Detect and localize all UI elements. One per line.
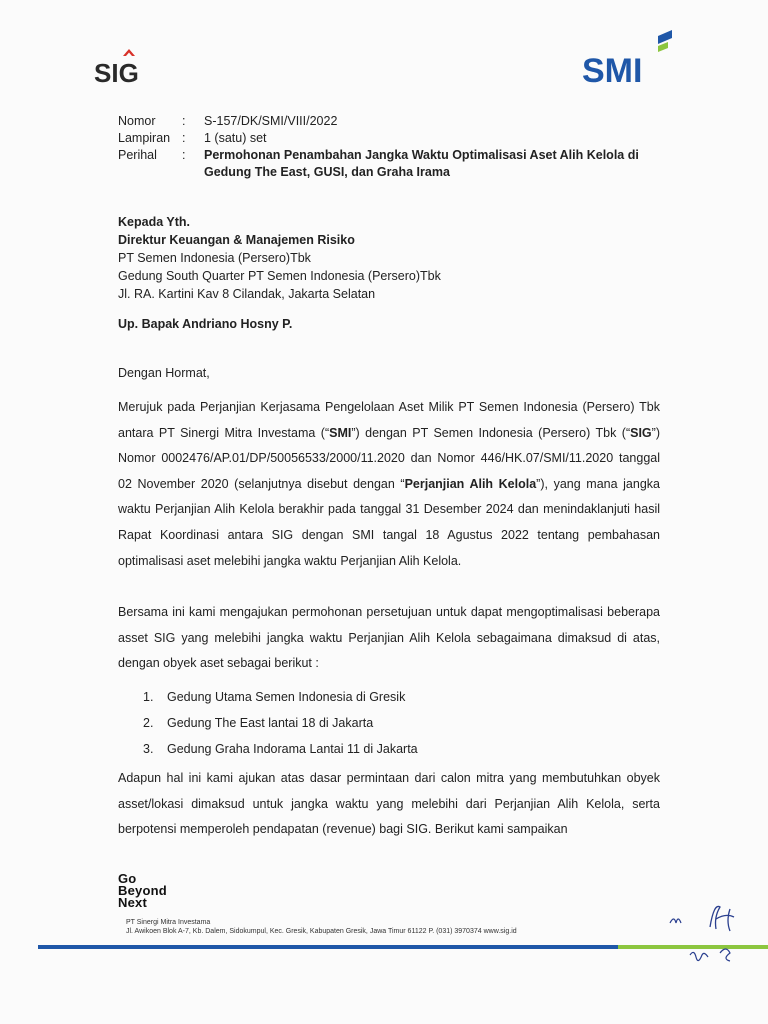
kepada-yth: Kepada Yth. — [118, 215, 191, 229]
svg-text:SIG: SIG — [94, 58, 139, 88]
nomor-value: S-157/DK/SMI/VIII/2022 — [204, 114, 338, 128]
footer-color-bar — [38, 945, 768, 949]
attention-line: Up. Bapak Andriano Hosny P. — [118, 317, 293, 331]
smi-logo — [582, 30, 672, 86]
handwritten-paraf-icon — [660, 895, 760, 985]
perihal-label: Perihal — [118, 148, 157, 162]
recipient-building: Gedung South Quarter PT Semen Indonesia (Persero)Tbk — [118, 269, 441, 283]
recipient-block — [118, 213, 441, 303]
svg-text:SMI: SMI — [582, 52, 643, 86]
sig-logo — [94, 44, 166, 88]
lampiran-label: Lampiran — [118, 131, 171, 145]
recipient-title: Direktur Keuangan & Manajemen Risiko — [118, 233, 355, 247]
lampiran-value: 1 (satu) set — [204, 131, 267, 145]
letter-meta — [118, 113, 644, 181]
nomor-row: Nomor : S-157/DK/SMI/VIII/2022 — [118, 113, 644, 130]
footer-address: Jl. Awikoen Blok A-7, Kb. Dalem, Sidokumpul, Kec. Gresik, Kabupaten Gresik, Jawa Timur 61122 P. (031) 3970374 www.sig.id — [126, 928, 517, 935]
recipient-street: Jl. RA. Kartini Kav 8 Cilandak, Jakarta Selatan — [118, 287, 376, 301]
paragraph-1: Merujuk pada Perjanjian Kerjasama Pengelolaan Aset Milik PT Semen Indonesia (Persero) Tbk antara PT Sinergi Mitra Investama (“SMI”) dengan PT Semen Indonesia (Persero) Tbk (“SIG”) Nomor 0002476/AP.01/DP/50056533/2000/11.2020 dan Nomor 446/HK.07/SMI/11.2020 tanggal 02 November 2020 (selanjutnya disebut dengan “Perjanjian Alih Kelola”), yang mana jangka waktu Perjanjian Alih Kelola berakhir pada tanggal 31 Desember 2024 dan menindaklanjuti hasil Rapat Koordinasi antara SIG dengan SMI tangal 18 Agustus 2022 tentang pembahasan optimalisasi aset melebihi jangka waktu Perjanjian Alih Kelola. — [118, 400, 660, 568]
recipient-company: PT Semen Indonesia (Persero)Tbk — [118, 251, 311, 265]
asset-list — [143, 684, 418, 762]
lampiran-row: Lampiran : 1 (satu) set — [118, 130, 644, 147]
greeting: Dengan Hormat, — [118, 366, 210, 380]
list-item: 3. Gedung Graha Indorama Lantai 11 di Jakarta — [143, 742, 418, 756]
list-item: 1. Gedung Utama Semen Indonesia di Gresik — [143, 690, 406, 704]
perihal-row: Perihal : Permohonan Penambahan Jangka Waktu Optimalisasi Aset Alih Kelola di Gedung The East, GUSI, dan Graha Irama — [118, 147, 644, 181]
footer-company: PT Sinergi Mitra Investama — [126, 919, 211, 926]
list-item: 2. Gedung The East lantai 18 di Jakarta — [143, 716, 374, 730]
nomor-label: Nomor — [118, 114, 156, 128]
slogan: Go Beyond Next — [118, 871, 167, 910]
paragraph-3: Adapun hal ini kami ajukan atas dasar permintaan dari calon mitra yang membutuhkan obyek asset/lokasi dimaksud untuk jangka waktu yang melebihi dari Perjanjian Alih Kelola, serta berpotensi memperoleh pendapatan (revenue) bagi SIG. Berikut kami sampaikan — [118, 771, 660, 837]
perihal-value: Permohonan Penambahan Jangka Waktu Optimalisasi Aset Alih Kelola di Gedung The East, GUSI, dan Graha Irama — [204, 148, 639, 179]
paragraph-2: Bersama ini kami mengajukan permohonan persetujuan untuk dapat mengoptimalisasi beberapa asset SIG yang melebihi jangka waktu Perjanjian Alih Kelola sebagaimana dimaksud di atas, dengan obyek aset sebagai berikut : — [118, 605, 660, 671]
footer-company-info — [126, 918, 517, 936]
